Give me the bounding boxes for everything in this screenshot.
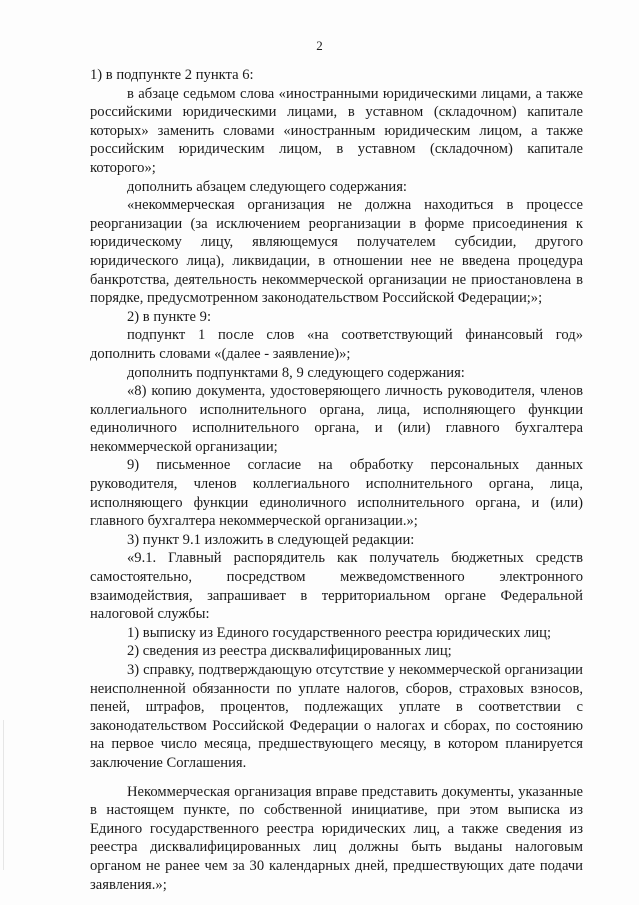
paragraph-item-1: 1) в подпункте 2 пункта 6: xyxy=(90,67,254,83)
paragraph-list-1: 1) выписку из Единого государственного реестра юридических лиц; xyxy=(127,624,552,641)
paragraph-quote-nko: «некоммерческая организация не должна находиться в процессе реорганизации (за исключением реорганизации в форме присоединения к юридическому лицу, являющемуся получателем субсидии, другого юридического лица), ликвидации, в отношении нее не введена процедура банкротства, деятельность некоммерческой организации не приостановлена в порядке, предусмотренном законодательством Российской Федерации;»; xyxy=(90,197,583,307)
paragraph-item-3: 3) пункт 9.1 изложить в следующей редакции: xyxy=(127,531,415,548)
paragraph-subitem-8: «8) копию документа, удостоверяющего личность руководителя, членов коллегиального исполнительного органа, лица, исполняющего функции единоличного исполнительного органа, и (или) главного бухгалтера некоммерческой организации; xyxy=(90,383,583,455)
paragraph-add-abzac: дополнить абзацем следующего содержания: xyxy=(127,178,407,195)
paragraph-list-3: 3) справку, подтверждающую отсутствие у некоммерческой организации неисполненной обязанности по уплате налогов, сборов, страховых взносов, пеней, штрафов, процентов, подлежащих уплате в соответствии с законодательством Российской Федерации о налогах и сборах, по состоянию на первое число месяца, предшествующего месяцу, в котором планируется заключение Соглашения. xyxy=(90,662,583,771)
scan-edge-mark xyxy=(3,720,4,870)
paragraph-abzac-seventh: в абзаце седьмом слова «иностранными юридическими лицами, а также российскими юридическими лицами, в уставном (складочном) капитале которых» заменить словами «иностранным юридическим лицом, а также российским юридическим лицом, в уставном (складочном) капитале которого»; xyxy=(90,85,583,176)
paragraph-subitem-1: подпункт 1 после слов «на соответствующий финансовый год» дополнить словами «(далее - заявление)»; xyxy=(90,327,583,362)
paragraph-clause-9-1: «9.1. Главный распорядитель как получатель бюджетных средств самостоятельно, посредством межведомственного электронного взаимодействия, запрашивает в территориальном органе Федеральной налоговой службы: xyxy=(90,550,583,623)
page-number: 2 xyxy=(316,38,323,53)
paragraph-list-2: 2) сведения из реестра дисквалифицированных лиц; xyxy=(127,643,452,660)
paragraph-nko-right: Некоммерческая организация вправе представить документы, указанные в настоящем пункте, по собственной инициативе, при этом выписка из Единого государственного реестра юридических лиц, а также сведения из реестра дисквалифицированных лиц должны быть выданы налоговым органом не ранее чем за 30 календарных дней, предшествующих дате подачи заявления.»; xyxy=(90,783,583,893)
paragraph-subitem-9: 9) письменное согласие на обработку персональных данных руководителя, членов коллегиального исполнительного органа, лица, исполняющего функции единоличного исполнительного органа, и (или) главного бухгалтера некоммерческой организации.»; xyxy=(90,457,583,530)
document-body xyxy=(90,66,583,894)
paragraph-add-subitems: дополнить подпунктами 8, 9 следующего содержания: xyxy=(127,364,465,381)
paragraph-item-2: 2) в пункте 9: xyxy=(127,308,212,325)
